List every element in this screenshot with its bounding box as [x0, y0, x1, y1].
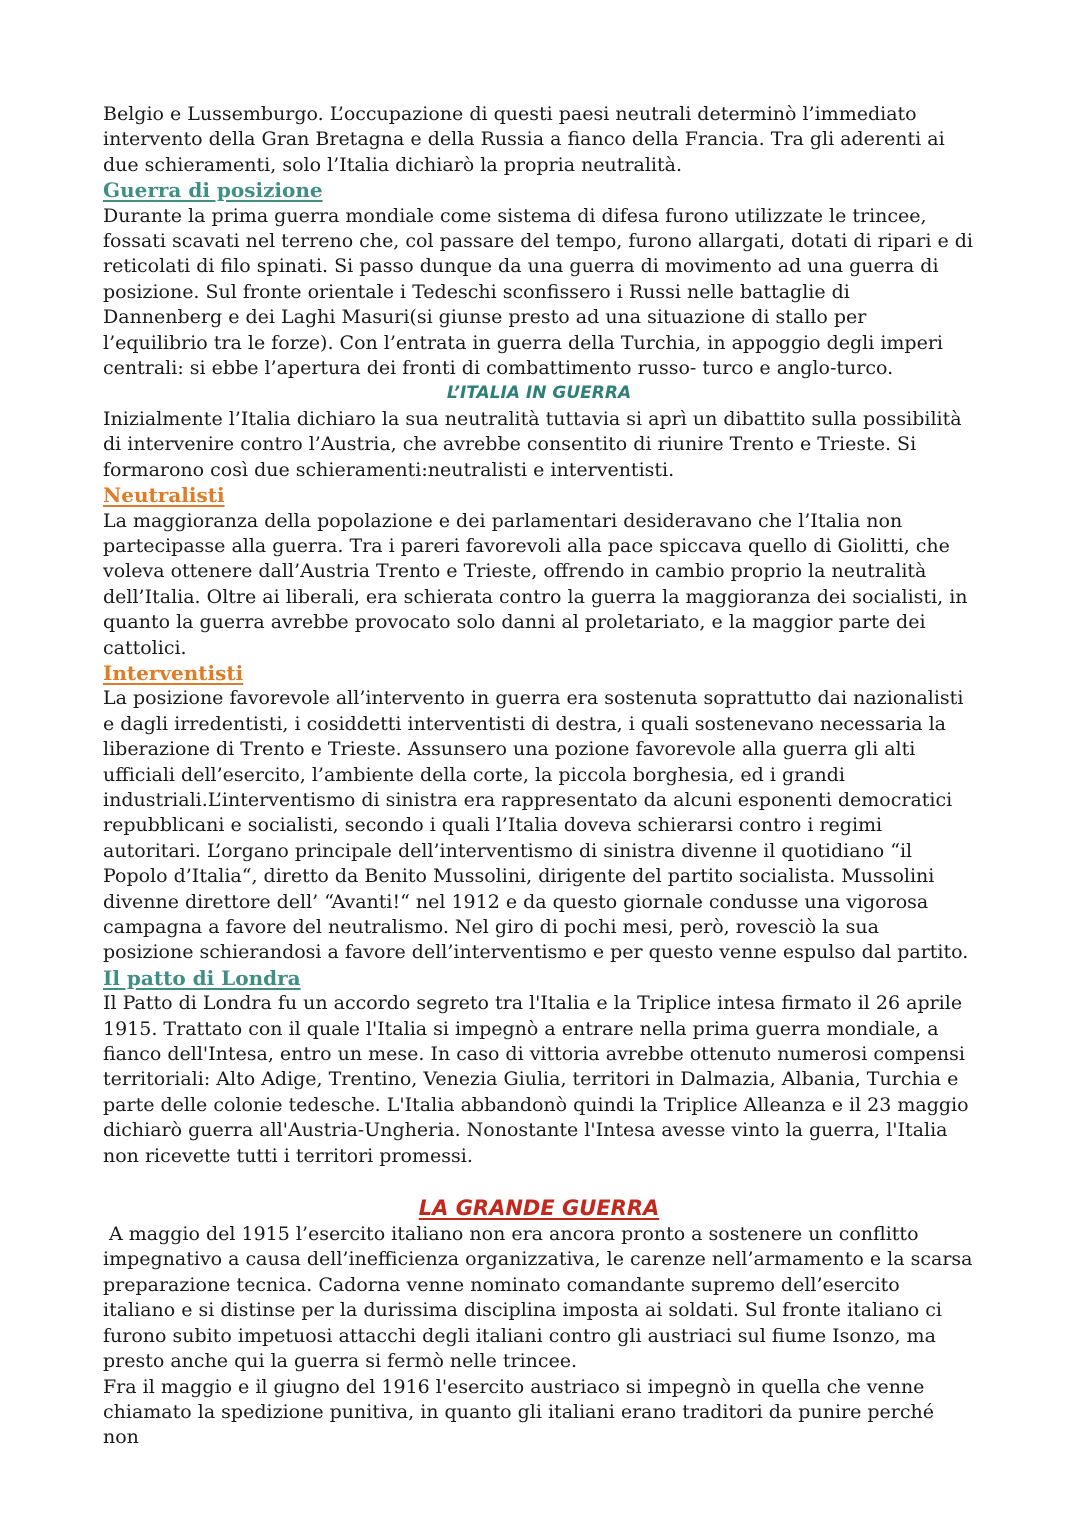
heading-patto-di-londra: Il patto di Londra [103, 965, 301, 990]
heading-guerra-di-posizione: Guerra di posizione [103, 178, 323, 203]
intro-paragraph: Belgio e Lussemburgo. L’occupazione di questi paesi neutrali determinò l’immediato intervento della Gran Bretagna e della Russia a fianco della Francia. Tra gli aderenti ai due schieramenti, solo l’Italia dichiarò la propria neutralità. [103, 103, 945, 176]
interventisti-paragraph: La posizione favorevole all’intervento in guerra era sostenuta soprattutto dai nazionalisti e dagli irredentisti, i cosiddetti interventisti di destra, i quali sostenevano necessaria la liberazione di Trento e Trieste. Assunsero una pozione favorevole alla guerra gli alti ufficiali dell’esercito, l’ambiente della corte, la piccola borghesia, ed i grandi industriali.L’interventismo di sinistra era rappresentato da alcuni esponenti democratici repubblicani e socialisti, secondo i quali l’Italia doveva schierarsi contro i regimi autoritari. L’organo principale dell’interventismo di sinistra divenne il quotidiano “il Popolo d’Italia“, diretto da Benito Mussolini, dirigente del partito socialista. Mussolini divenne direttore dell’ “Avanti!“ nel 1912 e da questo giornale condusse una vigorosa campagna a favore del neutralismo. Nel giro di pochi mesi, però, rovesciò la sua posizione schierandosi a favore dell’interventismo e per questo venne espulso dal partito. [103, 687, 969, 964]
document-page [103, 102, 975, 1451]
italia-in-guerra-paragraph: Inizialmente l’Italia dichiaro la sua neutralità tuttavia si aprì un dibattito sulla possibilità di intervenire contro l’Austria, che avrebbe consentito di riunire Trento e Trieste. Si formarono così due schieramenti:neutralisti e interventisti. [103, 407, 962, 481]
heading-neutralisti: Neutralisti [103, 483, 225, 508]
guerra-di-posizione-paragraph: Durante la prima guerra mondiale come sistema di difesa furono utilizzate le trincee, fossati scavati nel terreno che, col passare del tempo, furono allargati, dotati di ripari e di reticolati di filo spinati. Si passo dunque da una guerra di movimento ad una guerra di posizione. Sul fronte orientale i Tedeschi sconfissero i Russi nelle battaglie di Dannenberg e dei Laghi Masuri(si giunse presto ad una situazione di stallo per l’equilibrio tra le forze). Con l’entrata in guerra della Turchia, in appoggio degli imperi centrali: si ebbe l’apertura dei fronti di combattimento russo- turco e anglo-turco. [103, 204, 974, 380]
heading-italia-in-guerra: L’ITALIA IN GUERRA [446, 383, 632, 404]
heading-interventisti: Interventisti [103, 660, 244, 685]
neutralisti-paragraph: La maggioranza della popolazione e dei parlamentari desideravano che l’Italia non partecipasse alla guerra. Tra i pareri favorevoli alla pace spiccava quello di Giolitti, che voleva ottenere dall’Austria Trento e Trieste, offrendo in cambio proprio la neutralità dell’Italia. Oltre ai liberali, era schierata contro la guerra la maggioranza dei socialisti, in quanto la guerra avrebbe provocato solo danni al proletariato, e la maggior parte dei cattolici. [103, 509, 968, 659]
grande-guerra-paragraph-2: Fra il maggio e il giugno del 1916 l'esercito austriaco si impegnò in quella che venne chiamato la spedizione punitiva, in quanto gli italiani erano traditori da punire perché non [103, 1375, 934, 1449]
grande-guerra-paragraph-1: A maggio del 1915 l’esercito italiano non era ancora pronto a sostenere un conflitto impegnativo a causa dell’inefficienza organizzativa, le carenze nell’armamento e la scarsa preparazione tecnica. Cadorna venne nominato comandante supremo dell’esercito italiano e si distinse per la durissima disciplina imposta ai soldati. Sul fronte italiano ci furono subito impetuosi attacchi degli italiani contro gli austriaci sul fiume Isonzo, ma presto anche qui la guerra si fermò nelle trincee. [103, 1223, 973, 1373]
patto-di-londra-paragraph: Il Patto di Londra fu un accordo segreto tra l'Italia e la Triplice intesa firmato il 26 aprile 1915. Trattato con il quale l'Italia si impegnò a entrare nella prima guerra mondiale, a fianco dell'Intesa, entro un mese. In caso di vittoria avrebbe ottenuto numerosi compensi territoriali: Alto Adige, Trentino, Venezia Giulia, territori in Dalmazia, Albania, Turchia e parte delle colonie tedesche. L'Italia abbandonò quindi la Triplice Alleanza e il 23 maggio dichiarò guerra all'Austria-Ungheria. Nonostante l'Intesa avesse vinto la guerra, l'Italia non ricevette tutti i territori promessi. [103, 992, 969, 1167]
heading-la-grande-guerra: LA GRANDE GUERRA [418, 1196, 660, 1221]
